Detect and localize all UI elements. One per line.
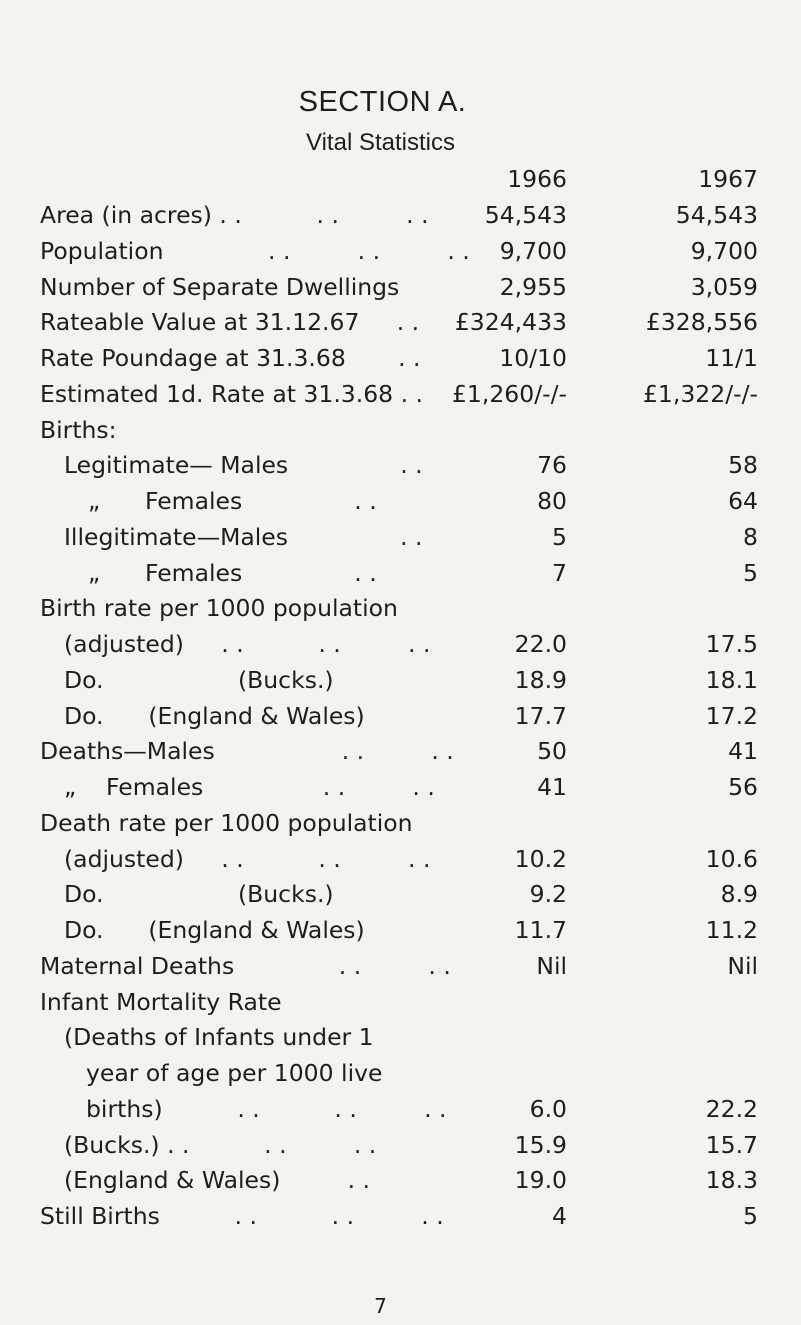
value-1967: 11/1 — [705, 344, 758, 372]
value-1967: 11.2 — [705, 916, 758, 944]
table-row — [40, 733, 760, 769]
row-label: year of age per 1000 live — [86, 1059, 383, 1087]
value-1967: 5 — [743, 558, 758, 587]
value-1967: £328,556 — [645, 308, 758, 337]
table-row — [40, 841, 760, 877]
value-1967: 17.2 — [705, 701, 758, 730]
row-label: „ Females . . . . — [64, 773, 435, 801]
value-1966: 9.2 — [529, 880, 567, 909]
table-row — [40, 912, 760, 948]
row-label: Legitimate— Males . . — [64, 451, 423, 480]
row-label: Do. (Bucks.) — [64, 880, 334, 909]
table-row — [40, 590, 760, 626]
value-1966: 17.7 — [514, 701, 567, 730]
value-1966: 9,700 — [499, 236, 567, 265]
row-label: births) . . . . . . — [86, 1094, 447, 1123]
table-row — [40, 447, 760, 483]
table-row — [40, 805, 760, 841]
value-1966: 4 — [552, 1202, 567, 1230]
value-1966: 6.0 — [529, 1094, 567, 1123]
row-label: Still Births . . . . . . — [40, 1202, 444, 1230]
value-1967: 8.9 — [720, 880, 758, 909]
column-header-1967: 1967 — [698, 165, 758, 193]
table-row — [40, 1019, 760, 1055]
value-1966: 19.0 — [514, 1166, 567, 1195]
row-label: Estimated 1d. Rate at 31.3.68 . . — [40, 379, 424, 408]
row-label: Births: — [40, 415, 117, 444]
row-label: Rateable Value at 31.12.67 . . — [40, 308, 420, 337]
value-1967: 8 — [743, 522, 758, 551]
row-label: Do. (England & Wales) — [64, 701, 365, 730]
row-label: (adjusted) . . . . . . — [64, 630, 431, 658]
table-title: Vital Statistics — [306, 129, 455, 156]
value-1966: 2,955 — [499, 272, 567, 301]
row-label: (England & Wales) . . — [64, 1166, 371, 1195]
value-1967: £1,322/-/- — [642, 379, 758, 408]
value-1966: 22.0 — [514, 630, 567, 658]
row-label: (Deaths of Infants under 1 — [64, 1023, 374, 1052]
row-label: (adjusted) . . . . . . — [64, 844, 431, 873]
value-1966: 41 — [537, 773, 567, 801]
row-label: Illegitimate—Males . . — [64, 522, 423, 551]
table-row — [40, 769, 760, 805]
value-1966: 80 — [537, 487, 567, 515]
value-1966: 76 — [537, 451, 567, 480]
value-1967: 56 — [728, 773, 758, 801]
value-1966: 18.9 — [514, 665, 567, 694]
row-label: Population . . . . . . — [40, 236, 470, 265]
value-1967: 54,543 — [675, 201, 758, 229]
row-label: (Bucks.) . . . . . . — [64, 1130, 377, 1159]
page-number: 7 — [374, 1294, 387, 1318]
value-1967: 64 — [728, 487, 758, 515]
value-1967: 58 — [728, 451, 758, 480]
table-row — [40, 1127, 760, 1163]
value-1967: 3,059 — [690, 272, 758, 301]
column-header-row — [40, 161, 760, 197]
value-1967: 18.3 — [705, 1166, 758, 1195]
table-row — [40, 1091, 760, 1127]
table-row — [40, 662, 760, 698]
row-label: Do. (England & Wales) — [64, 916, 365, 944]
value-1967: 41 — [728, 737, 758, 766]
table-row — [40, 1162, 760, 1198]
value-1967: 17.5 — [705, 630, 758, 658]
value-1966: 15.9 — [514, 1130, 567, 1159]
value-1967: 22.2 — [705, 1094, 758, 1123]
value-1967: 9,700 — [690, 236, 758, 265]
table-row — [40, 876, 760, 912]
table-row — [40, 1198, 760, 1234]
table-row — [40, 233, 760, 269]
row-label: Maternal Deaths . . . . — [40, 951, 451, 980]
value-1966: £1,260/-/- — [451, 379, 567, 408]
table-row — [40, 304, 760, 340]
table-row — [40, 1055, 760, 1091]
table-row — [40, 340, 760, 376]
table-row — [40, 698, 760, 734]
value-1966: £324,433 — [454, 308, 567, 337]
row-label: Infant Mortality Rate — [40, 987, 282, 1016]
row-label: Birth rate per 1000 population — [40, 594, 398, 623]
row-label: Do. (Bucks.) — [64, 665, 334, 694]
table-row — [40, 519, 760, 555]
value-1967: 5 — [743, 1202, 758, 1230]
table-row — [40, 626, 760, 662]
column-header-1966: 1966 — [507, 165, 567, 193]
table-row — [40, 197, 760, 233]
row-label: Number of Separate Dwellings — [40, 272, 400, 301]
row-label: Deaths—Males . . . . — [40, 737, 454, 766]
row-label: Area (in acres) . . . . . . — [40, 201, 429, 229]
value-1966: 50 — [537, 737, 567, 766]
table-row — [40, 412, 760, 448]
row-label: „ Females . . — [88, 487, 377, 515]
value-1966: 7 — [552, 558, 567, 587]
table-row — [40, 376, 760, 412]
value-1966: 10/10 — [499, 344, 567, 372]
row-label: „ Females . . — [88, 558, 377, 587]
row-label: Rate Poundage at 31.3.68 . . — [40, 344, 421, 372]
value-1966: 54,543 — [484, 201, 567, 229]
value-1967: 18.1 — [705, 665, 758, 694]
table-row — [40, 984, 760, 1020]
table-row — [40, 269, 760, 305]
value-1967: 10.6 — [705, 844, 758, 873]
value-1967: Nil — [727, 951, 758, 980]
value-1966: 10.2 — [514, 844, 567, 873]
value-1966: Nil — [536, 951, 567, 980]
value-1966: 11.7 — [514, 916, 567, 944]
table-row — [40, 483, 760, 519]
section-heading: SECTION A. — [298, 86, 467, 118]
value-1966: 5 — [552, 522, 567, 551]
table-row — [40, 555, 760, 591]
row-label: Death rate per 1000 population — [40, 808, 413, 837]
table-row — [40, 948, 760, 984]
value-1967: 15.7 — [705, 1130, 758, 1159]
